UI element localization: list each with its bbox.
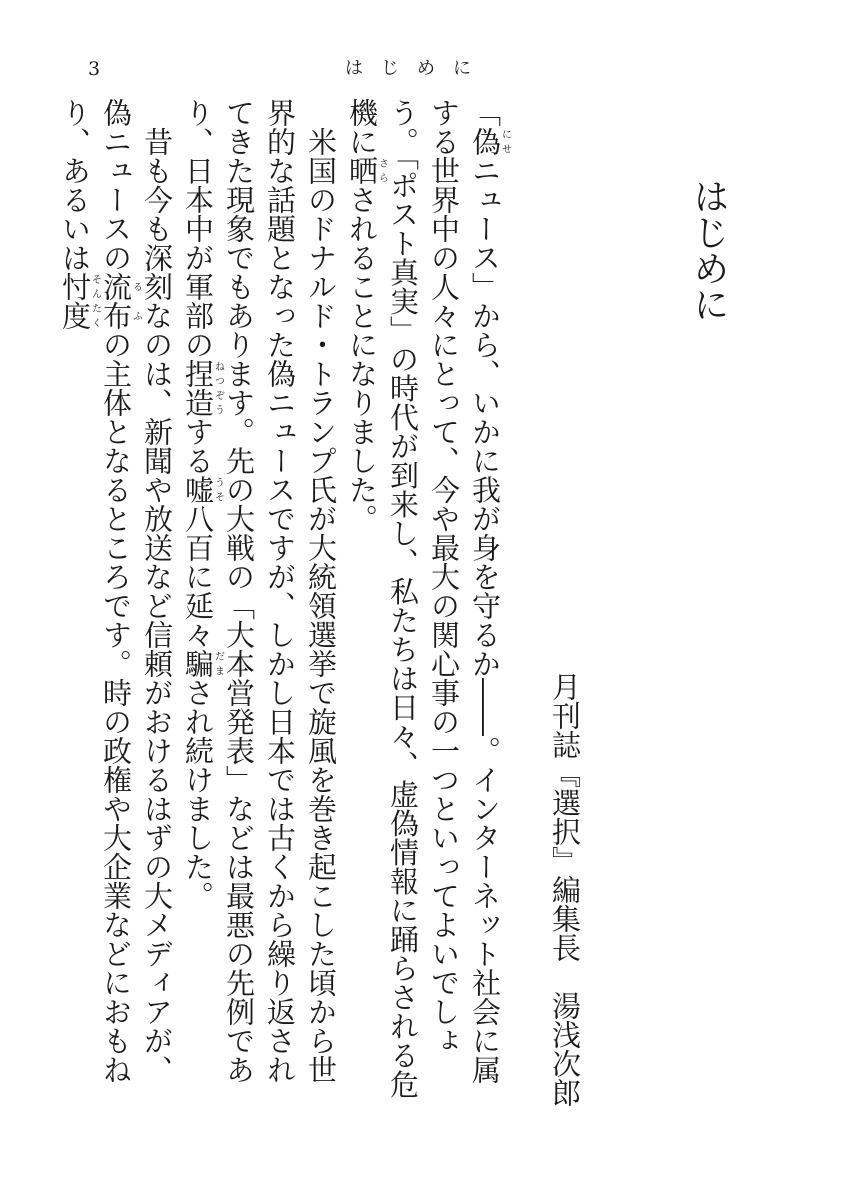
text-run: ニュース」から、いかに我が身を守るか――。インターネット社会に属する世界中の人々にとって、今や最大の関心事の一つといってよいでしょう。「ポスト真実」の時代が到来し、私たちは日々、虚偽情報に踊らされる危機に xyxy=(345,98,502,1099)
author-byline: 月刊誌『選択』編集長 湯浅次郎 xyxy=(548,672,582,1107)
text-run: 八百に延々 xyxy=(181,504,215,649)
text-run: の主体となるところです。時の政権や大企業などにおもねり、あるいは xyxy=(58,98,133,1084)
ruby-reading: だま xyxy=(212,649,224,678)
ruby-reading: にせ xyxy=(499,127,511,156)
ruby-annotated-word: 忖度そんたく xyxy=(58,272,101,330)
ruby-annotated-word: 捏造ねつぞう xyxy=(181,359,224,417)
ruby-reading: ねつぞう xyxy=(212,359,224,417)
body-paragraph xyxy=(341,98,510,1108)
running-head: はじめに xyxy=(345,58,489,79)
ruby-annotated-word: 騙だま xyxy=(181,649,224,678)
ruby-reading: うそ xyxy=(212,475,224,504)
page-number: 3 xyxy=(88,58,101,80)
text-run: 「 xyxy=(468,98,502,127)
ruby-reading: るふ xyxy=(130,272,142,330)
ruby-annotated-word: 流布るふ xyxy=(99,272,142,330)
body-text xyxy=(58,98,511,1108)
body-paragraph xyxy=(54,98,177,1108)
text-run: する xyxy=(181,417,215,475)
text-run: され続けました。 xyxy=(181,678,215,910)
ruby-annotated-word: 晒さら xyxy=(345,156,388,185)
text-run: されることになりました。 xyxy=(345,185,379,533)
body-paragraph xyxy=(177,98,341,1108)
ruby-reading: さら xyxy=(376,156,388,185)
chapter-title: はじめに xyxy=(688,178,729,322)
ruby-annotated-word: 嘘うそ xyxy=(181,475,224,504)
ruby-annotated-word: 偽にせ xyxy=(468,127,511,156)
text-run: 昔も今も深刻なのは、新聞や放送など信頼がおけるはずの大メディアが、偽ニュースの xyxy=(99,98,174,1084)
ruby-reading: そんたく xyxy=(89,272,101,330)
text-run: 米国のドナルド・トランプ氏が大統領選挙で旋風を巻き起こした頃から世界的な話題となった偽ニュースですが、しかし日本では古くから繰り返されてきた現象でもあります。先の大戦の「大本営発表」などは最悪の先例であり、日本中が軍部の xyxy=(181,98,338,1084)
